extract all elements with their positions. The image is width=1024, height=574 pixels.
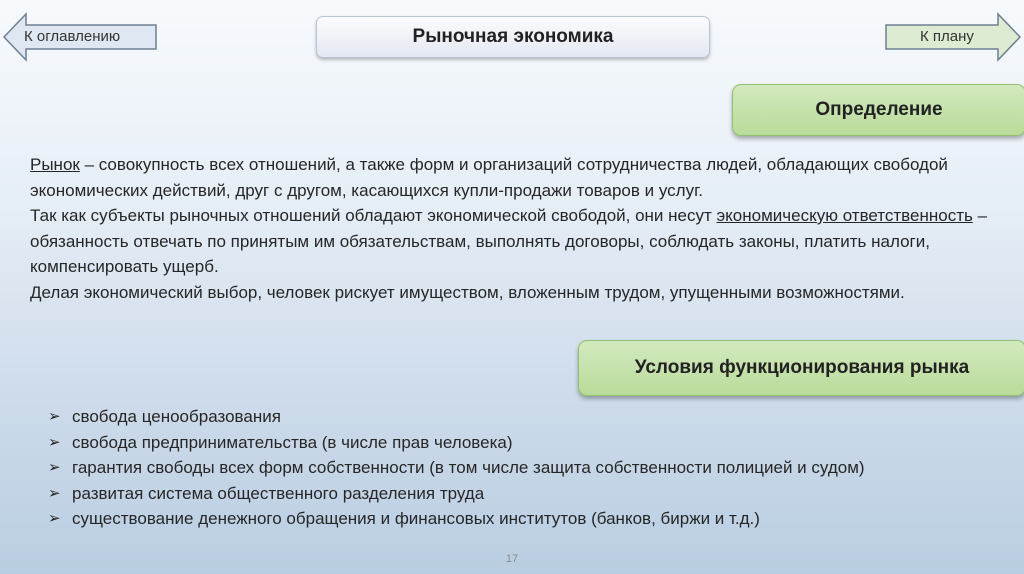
back-to-contents-button[interactable]	[2, 12, 158, 62]
arrow-bullet-icon: ➢	[48, 510, 61, 527]
responsibility-definition	[30, 203, 1020, 280]
conditions-list	[46, 404, 1016, 532]
list-item	[46, 455, 1016, 481]
condition-text: существование денежного обращения и финансовых институтов (банков, биржи и т.д.)	[72, 509, 760, 528]
condition-text: развитая система общественного разделения труда	[72, 483, 485, 503]
market-definition-text: – совокупность всех отношений, а также форм и организаций сотрудничества людей, обладающих свободой экономических действий, друг с другом, касающихся купли-продажи товаров и услуг.	[30, 155, 948, 200]
arrow-bullet-icon: ➢	[48, 484, 61, 502]
arrow-bullet-icon: ➢	[48, 433, 61, 451]
condition-text: свобода ценообразования	[72, 407, 281, 426]
economic-choice-text: Делая экономический выбор, человек рискует имуществом, вложенным трудом, упущенными возможностями.	[30, 282, 905, 302]
back-to-contents-label: К оглавлению	[24, 28, 121, 45]
list-item	[46, 430, 1016, 456]
list-item	[46, 481, 1016, 507]
responsibility-intro: Так как субъекты рыночных отношений обладают экономической свободой, они несут	[30, 206, 717, 225]
arrow-bullet-icon: ➢	[48, 459, 61, 476]
market-term-link[interactable]: Рынок	[30, 155, 80, 174]
page-number: 17	[505, 553, 519, 565]
conditions-button[interactable]: Условия функционирования рынка	[578, 340, 1024, 396]
arrow-bullet-icon: ➢	[48, 408, 61, 425]
economic-responsibility-link[interactable]: экономическую ответственность	[716, 206, 973, 225]
list-item	[46, 404, 1016, 430]
to-plan-button[interactable]	[884, 12, 1022, 62]
definition-text	[30, 152, 1020, 305]
responsibility-definition-text: – обязанность отвечать по принятым им обязательствам, выполнять договоры, соблюдать законы, платить налоги, компенсировать ущерб.	[30, 206, 988, 276]
definition-button[interactable]: Определение	[732, 84, 1024, 136]
list-item	[46, 506, 1016, 532]
condition-text: гарантия свободы всех форм собственности (в том числе защита собственности полицией и судом)	[72, 458, 865, 477]
slide-title: Рыночная экономика	[316, 16, 710, 58]
to-plan-label: К плану	[920, 28, 974, 45]
market-definition	[30, 152, 1020, 203]
condition-text: свобода предпринимательства (в числе прав человека)	[72, 432, 513, 452]
